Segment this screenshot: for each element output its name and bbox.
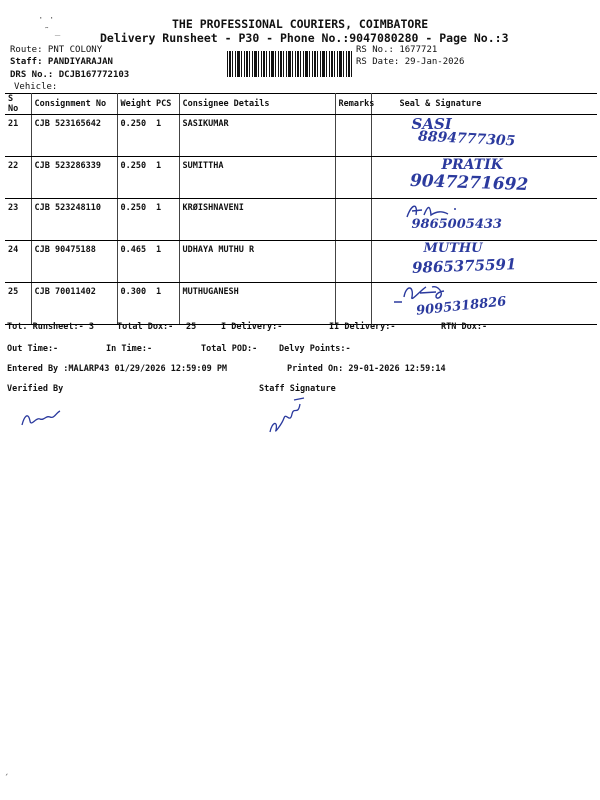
- table-row: [5, 241, 597, 283]
- row-weight: 0.250: [117, 115, 153, 157]
- row-remarks: [335, 199, 371, 241]
- drs-number: DRS No.: DCJB167772103: [10, 70, 130, 80]
- out-time: Out Time:-: [7, 344, 59, 354]
- table-header-row: [5, 94, 597, 115]
- row-remarks: [335, 157, 371, 199]
- total-pod: Total POD:-: [201, 344, 258, 354]
- col-seal-signature: Seal & Signature: [371, 94, 597, 115]
- row-pcs: 1: [153, 283, 179, 325]
- in-time: In Time:-: [106, 344, 153, 354]
- tot-runsheet: Tot. Runsheet:- 3: [7, 322, 94, 332]
- row-consignee: UDHAYA MUTHU R: [179, 241, 335, 283]
- table-row: [5, 283, 597, 325]
- row-signature: [371, 283, 597, 325]
- handwritten-name: PRATIK: [441, 157, 503, 173]
- row-weight: 0.250: [117, 157, 153, 199]
- scan-mark: · ·: [38, 14, 55, 24]
- rs-number: RS No.: 1677721: [356, 45, 438, 55]
- scan-mark: ˜ _: [44, 27, 61, 37]
- total-dox-label: Total Dox:-: [117, 322, 174, 332]
- row-consignment: CJB 523165642: [31, 115, 117, 157]
- col-pcs: PCS: [153, 94, 179, 115]
- row-remarks: [335, 115, 371, 157]
- delvy-points: Delvy Points:-: [279, 344, 351, 354]
- rtn-dox: RTN Dox:-: [441, 322, 488, 332]
- row-consignee: KRØISHNAVENI: [179, 199, 335, 241]
- runsheet-table: [5, 93, 597, 325]
- staff-signature-icon: [264, 394, 308, 438]
- handwritten-phone: 8894777305: [417, 128, 516, 150]
- verified-by-label: Verified By: [7, 384, 64, 394]
- table-row: [5, 115, 597, 157]
- row-sno: 25: [5, 283, 31, 325]
- entered-by: Entered By :MALARP43 01/29/2026 12:59:09 PM: [7, 364, 228, 374]
- row-remarks: [335, 241, 371, 283]
- row-signature: [371, 241, 597, 283]
- row-remarks: [335, 283, 371, 325]
- row-consignment: CJB 90475188: [31, 241, 117, 283]
- col-sno: S No: [5, 94, 31, 115]
- ii-delivery: II Delivery:-: [329, 322, 396, 332]
- staff-signature-label: Staff Signature: [259, 384, 336, 394]
- row-consignee: SASIKUMAR: [179, 115, 335, 157]
- row-pcs: 1: [153, 157, 179, 199]
- company-title: THE PROFESSIONAL COURIERS, COIMBATORE: [172, 17, 429, 31]
- verifier-signature-icon: [18, 407, 64, 431]
- col-weight: Weight: [117, 94, 153, 115]
- handwritten-phone: 9865005433: [411, 217, 502, 232]
- i-delivery: I Delivery:-: [221, 322, 283, 332]
- staff-label: Staff: PANDIYARAJAN: [10, 57, 113, 67]
- row-consignee: MUTHUGANESH: [179, 283, 335, 325]
- handwritten-phone: 9095318826: [414, 294, 507, 319]
- row-signature: [371, 157, 597, 199]
- row-signature: [371, 115, 597, 157]
- row-sno: 24: [5, 241, 31, 283]
- row-weight: 0.300: [117, 283, 153, 325]
- scan-mark: ˏ: [4, 766, 10, 776]
- row-sno: 23: [5, 199, 31, 241]
- col-remarks: Remarks: [335, 94, 371, 115]
- col-consignment: Consignment No: [31, 94, 117, 115]
- row-pcs: 1: [153, 241, 179, 283]
- row-sno: 22: [5, 157, 31, 199]
- vehicle-label: Vehicle:: [14, 82, 58, 92]
- table-row: [5, 199, 597, 241]
- row-signature: [371, 199, 597, 241]
- row-sno: 21: [5, 115, 31, 157]
- handwritten-phone: 9865375591: [411, 255, 517, 277]
- row-pcs: 1: [153, 199, 179, 241]
- handwritten-name: MUTHU: [423, 241, 483, 256]
- row-consignment: CJB 70011402: [31, 283, 117, 325]
- row-consignment: CJB 523248110: [31, 199, 117, 241]
- row-consignee: SUMITTHA: [179, 157, 335, 199]
- handwritten-phone: 9047271692: [409, 170, 529, 196]
- row-consignment: CJB 523286339: [31, 157, 117, 199]
- col-consignee: Consignee Details: [179, 94, 335, 115]
- barcode: [227, 51, 352, 77]
- table-row: [5, 157, 597, 199]
- total-dox-value: 25: [186, 322, 197, 332]
- row-pcs: 1: [153, 115, 179, 157]
- route-label: Route: PNT COLONY: [10, 45, 103, 55]
- runsheet-subtitle: Delivery Runsheet - P30 - Phone No.:9047080280 - Page No.:3: [100, 31, 509, 45]
- rs-date: RS Date: 29-Jan-2026: [356, 57, 465, 67]
- row-weight: 0.465: [117, 241, 153, 283]
- printed-on: Printed On: 29-01-2026 12:59:14: [287, 364, 446, 374]
- row-weight: 0.250: [117, 199, 153, 241]
- handwritten-name: SASI: [411, 115, 452, 133]
